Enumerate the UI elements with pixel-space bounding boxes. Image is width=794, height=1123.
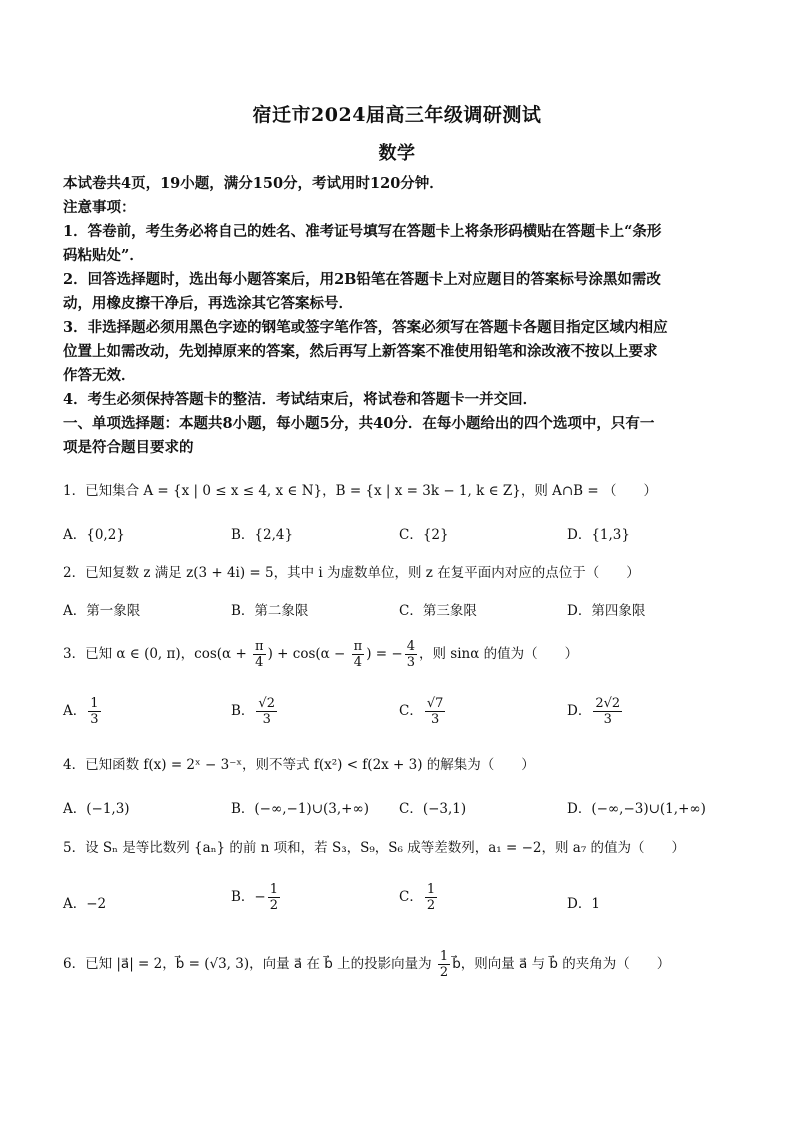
- fraction-numerator: π: [255, 639, 264, 654]
- question-5-stem: 5．设 Sₙ 是等比数列 {aₙ} 的前 n 项和，若 S₃，S₉，S₆ 成等差数列，a₁ = −2，则 a₇ 的值为（ ）: [63, 840, 686, 856]
- notice-item-3-line-3: 作答无效．: [63, 367, 136, 384]
- fraction-numerator: 2√2: [595, 696, 621, 711]
- option-fraction: [88, 696, 100, 727]
- question-1-option-c[interactable]: C．{2}: [399, 527, 449, 543]
- notice-item-1-line-2: 码粘贴处”．: [63, 247, 144, 264]
- question-2-stem: 2．已知复数 z 满足 z(3 + 4i) = 5，其中 i 为虚数单位，则 z 在复平面内对应的点位于（ ）: [63, 565, 640, 581]
- option-fraction: [425, 696, 446, 727]
- option-fraction: [256, 696, 277, 727]
- notice-item-2-line-2: 动，用橡皮擦干净后，再选涂其它答案标号．: [63, 295, 353, 312]
- fraction-numerator: √2: [258, 696, 275, 711]
- notice-item-4: 4．考生必须保持答题卡的整洁．考试结束后，将试卷和答题卡一并交回．: [63, 391, 538, 408]
- option-fraction: [593, 696, 622, 727]
- question-4-option-c[interactable]: C．(−3,1): [399, 801, 467, 817]
- notice-heading: 注意事项：: [63, 199, 136, 216]
- option-sign: −: [254, 889, 266, 905]
- option-label: D．: [567, 703, 592, 719]
- question-4-stem: 4．已知函数 f(x) = 2ˣ − 3⁻ˣ，则不等式 f(x²) < f(2x + 3) 的解集为（ ）: [63, 757, 535, 773]
- question-3-stem-mid-1: ) + cos(α −: [267, 646, 350, 662]
- option-label: A．: [63, 703, 87, 719]
- question-5-option-b[interactable]: [231, 882, 282, 913]
- option-label: C．: [399, 703, 423, 719]
- fraction-numerator: 1: [439, 949, 449, 964]
- fraction-numerator: √7: [426, 696, 444, 711]
- pi-over-4-fraction: [253, 639, 266, 670]
- option-fraction: [268, 882, 280, 913]
- section-1-heading-line-1: 一、单项选择题：本题共8小题，每小题5分，共40分．在每小题给出的四个选项中，只有一: [63, 415, 655, 432]
- question-6-stem-prefix: 6．已知 |a⃗| = 2，b⃗ = (√3, 3)，向量 a⃗ 在 b⃗ 上的投影向量为: [63, 956, 436, 972]
- question-3-option-a[interactable]: [63, 696, 103, 727]
- question-1-stem: 1．已知集合 A = {x | 0 ≤ x ≤ 4, x ∈ N}，B = {x | x = 3k − 1, k ∈ Z}，则 A∩B = （ ）: [63, 483, 657, 499]
- question-5-option-a[interactable]: [63, 892, 106, 912]
- section-1-heading-line-2: 项是符合题目要求的: [63, 439, 194, 456]
- option-label: B．: [231, 703, 255, 719]
- fraction-numerator: 4: [406, 639, 415, 654]
- fraction-numerator: π: [353, 639, 363, 654]
- option-fraction: [425, 882, 437, 913]
- notice-item-2-line-1: 2．回答选择题时，选出每小题答案后，用2B铅笔在答题卡上对应题目的答案标号涂黑如需改: [63, 271, 661, 288]
- option-value: 1: [591, 896, 600, 912]
- exam-title: 宿迁市2024届高三年级调研测试: [252, 104, 542, 126]
- question-2-option-d[interactable]: D．第四象限: [567, 603, 646, 619]
- notice-item-3-line-2: 位置上如需改动，先划掉原来的答案，然后再写上新答案不准使用铅笔和涂改液不按以上要求: [63, 343, 658, 360]
- question-4-option-b[interactable]: B．(−∞,−1)∪(3,+∞): [231, 801, 369, 817]
- fraction-denominator: 3: [262, 712, 271, 727]
- fraction-numerator: 1: [90, 696, 99, 711]
- subject-title: 数学: [378, 143, 416, 164]
- question-6-stem: [63, 946, 733, 982]
- question-3-stem-prefix: 3．已知 α ∈ (0, π)，cos(α +: [63, 646, 252, 662]
- question-3-stem-mid-2: ) = −: [366, 646, 403, 662]
- option-label: C．: [399, 889, 423, 905]
- question-2-option-a[interactable]: A．第一象限: [63, 603, 141, 619]
- question-4-option-a[interactable]: A．(−1,3): [63, 801, 130, 817]
- fraction-denominator: 2: [269, 898, 279, 913]
- question-3-option-c[interactable]: [399, 696, 447, 727]
- notice-item-3-line-1: 3．非选择题必须用黑色字迹的钢笔或签字笔作答，答案必须写在答题卡各题目指定区域内相应: [63, 319, 668, 336]
- fraction-numerator: 1: [426, 882, 436, 897]
- question-6-stem-suffix: b⃗，则向量 a⃗ 与 b⃗ 的夹角为（ ）: [452, 956, 671, 972]
- fraction-denominator: 3: [430, 712, 440, 727]
- fraction-denominator: 3: [90, 712, 99, 727]
- question-3-stem: [63, 636, 733, 672]
- fraction-denominator: 3: [406, 655, 415, 670]
- option-label: B．: [231, 889, 255, 905]
- option-value: −2: [86, 896, 107, 912]
- question-1-option-a[interactable]: A．{0,2}: [63, 527, 125, 543]
- fraction-denominator: 2: [439, 965, 449, 980]
- pi-over-4-fraction: [352, 639, 365, 670]
- fraction-denominator: 4: [353, 655, 363, 670]
- question-3-option-b[interactable]: [231, 696, 279, 727]
- question-4-option-d[interactable]: D．(−∞,−3)∪(1,+∞): [567, 801, 706, 817]
- fraction-denominator: 3: [603, 712, 612, 727]
- fraction-denominator: 2: [426, 898, 436, 913]
- question-2-option-b[interactable]: B．第二象限: [231, 603, 309, 619]
- fraction-denominator: 4: [255, 655, 264, 670]
- exam-intro: 本试卷共4页，19小题，满分150分，考试用时120分钟．: [63, 175, 444, 192]
- question-5-option-c[interactable]: [399, 882, 439, 913]
- notice-item-1-line-1: 1．答卷前，考生务必将自己的姓名、准考证号填写在答题卡上将条形码横贴在答题卡上“条形: [63, 223, 662, 240]
- one-half-fraction: [438, 949, 450, 980]
- option-label: D．: [567, 896, 592, 912]
- question-5-option-d[interactable]: [567, 892, 600, 912]
- question-1-option-d[interactable]: D．{1,3}: [567, 527, 630, 543]
- fraction-numerator: 1: [269, 882, 279, 897]
- question-2-option-c[interactable]: C．第三象限: [399, 603, 477, 619]
- question-3-stem-suffix: ，则 sinα 的值为（ ）: [418, 646, 579, 662]
- option-label: A．: [63, 896, 87, 912]
- question-3-option-d[interactable]: [567, 696, 624, 727]
- four-thirds-fraction: [405, 639, 417, 670]
- question-1-option-b[interactable]: B．{2,4}: [231, 527, 294, 543]
